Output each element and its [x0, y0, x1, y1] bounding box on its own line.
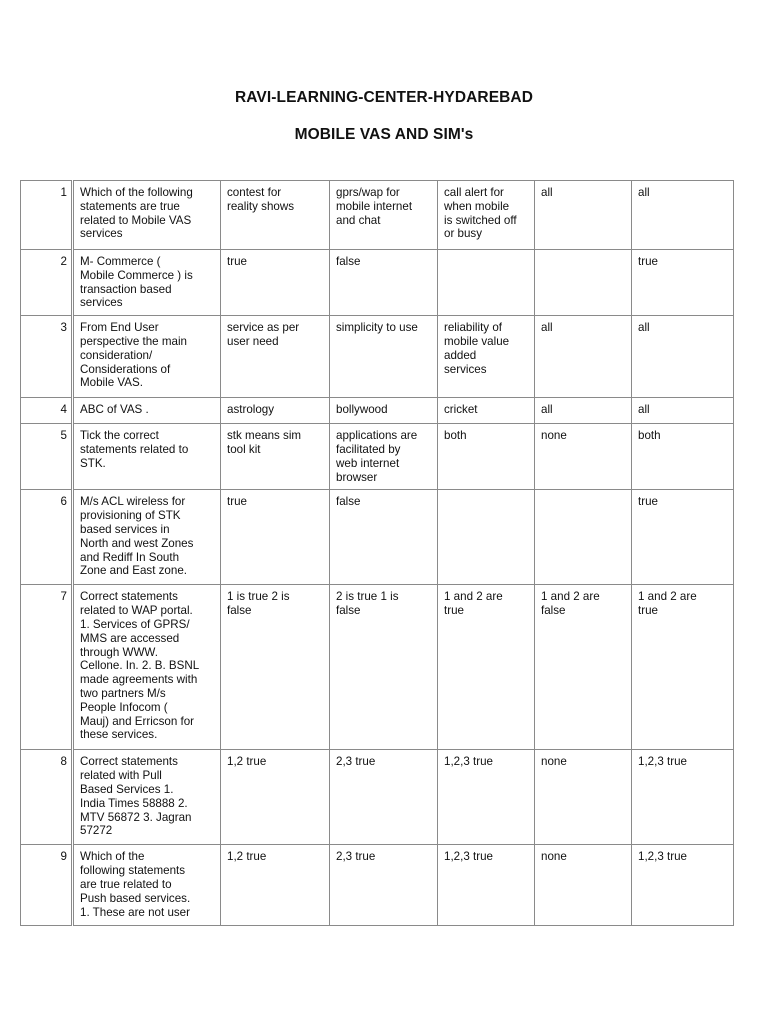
question-table — [20, 180, 734, 926]
question-number: 9 — [21, 845, 73, 926]
option-a: contest for reality shows — [221, 181, 330, 250]
question-text: M- Commerce ( Mobile Commerce ) is transaction based services — [73, 250, 221, 316]
question-text: ABC of VAS . — [73, 398, 221, 424]
option-d — [535, 490, 632, 585]
question-text: Tick the correct statements related to STK. — [73, 424, 221, 490]
question-number: 6 — [21, 490, 73, 585]
option-b: 2 is true 1 is false — [330, 585, 438, 750]
answer: both — [632, 424, 734, 490]
option-a: 1 is true 2 is false — [221, 585, 330, 750]
option-a: 1,2 true — [221, 750, 330, 845]
question-text: Which of the following statements are true related to Push based services. 1. These are not user — [73, 845, 221, 926]
option-d: all — [535, 398, 632, 424]
question-text: Which of the following statements are true related to Mobile VAS services — [73, 181, 221, 250]
option-a: true — [221, 250, 330, 316]
table-row — [21, 750, 734, 845]
option-d: 1 and 2 are false — [535, 585, 632, 750]
option-d: all — [535, 316, 632, 398]
question-number: 1 — [21, 181, 73, 250]
option-c: call alert for when mobile is switched off or busy — [438, 181, 535, 250]
option-c: both — [438, 424, 535, 490]
option-c: 1,2,3 true — [438, 750, 535, 845]
option-b: 2,3 true — [330, 845, 438, 926]
option-c: cricket — [438, 398, 535, 424]
answer: 1,2,3 true — [632, 845, 734, 926]
option-a: astrology — [221, 398, 330, 424]
option-c: 1,2,3 true — [438, 845, 535, 926]
answer: true — [632, 250, 734, 316]
option-a: stk means sim tool kit — [221, 424, 330, 490]
document-title: RAVI-LEARNING-CENTER-HYDAREBAD — [234, 89, 534, 106]
answer: 1 and 2 are true — [632, 585, 734, 750]
option-b: false — [330, 250, 438, 316]
option-b: applications are facilitated by web internet browser — [330, 424, 438, 490]
question-text: M/s ACL wireless for provisioning of STK based services in North and west Zones and Rediff In South Zone and East zone. — [73, 490, 221, 585]
option-d — [535, 250, 632, 316]
question-text: Correct statements related with Pull Based Services 1. India Times 58888 2. MTV 56872 3. Jagran 57272 — [73, 750, 221, 845]
answer: all — [632, 398, 734, 424]
question-number: 8 — [21, 750, 73, 845]
answer: true — [632, 490, 734, 585]
table-row — [21, 250, 734, 316]
option-b: simplicity to use — [330, 316, 438, 398]
question-text: From End User perspective the main consideration/ Considerations of Mobile VAS. — [73, 316, 221, 398]
table-row — [21, 398, 734, 424]
option-d: none — [535, 424, 632, 490]
option-a: true — [221, 490, 330, 585]
question-number: 5 — [21, 424, 73, 490]
option-c: reliability of mobile value added services — [438, 316, 535, 398]
answer: all — [632, 316, 734, 398]
question-number: 2 — [21, 250, 73, 316]
question-number: 7 — [21, 585, 73, 750]
table-row — [21, 181, 734, 250]
document-subtitle: MOBILE VAS AND SIM's — [294, 126, 474, 143]
table-row — [21, 585, 734, 750]
option-c — [438, 490, 535, 585]
option-a: 1,2 true — [221, 845, 330, 926]
option-c: 1 and 2 are true — [438, 585, 535, 750]
question-number: 3 — [21, 316, 73, 398]
option-b: gprs/wap for mobile internet and chat — [330, 181, 438, 250]
option-c — [438, 250, 535, 316]
table-row — [21, 424, 734, 490]
question-text: Correct statements related to WAP portal. 1. Services of GPRS/ MMS are accessed through WWW. Cellone. In. 2. B. BSNL made agreements with two partners M/s People Infocom ( Mauj) and Erricson for these services. — [73, 585, 221, 750]
option-b: 2,3 true — [330, 750, 438, 845]
table-row — [21, 490, 734, 585]
table-row — [21, 845, 734, 926]
option-b: false — [330, 490, 438, 585]
option-d: none — [535, 845, 632, 926]
option-b: bollywood — [330, 398, 438, 424]
option-d: none — [535, 750, 632, 845]
question-number: 4 — [21, 398, 73, 424]
table-row — [21, 316, 734, 398]
option-a: service as per user need — [221, 316, 330, 398]
answer: all — [632, 181, 734, 250]
answer: 1,2,3 true — [632, 750, 734, 845]
option-d: all — [535, 181, 632, 250]
